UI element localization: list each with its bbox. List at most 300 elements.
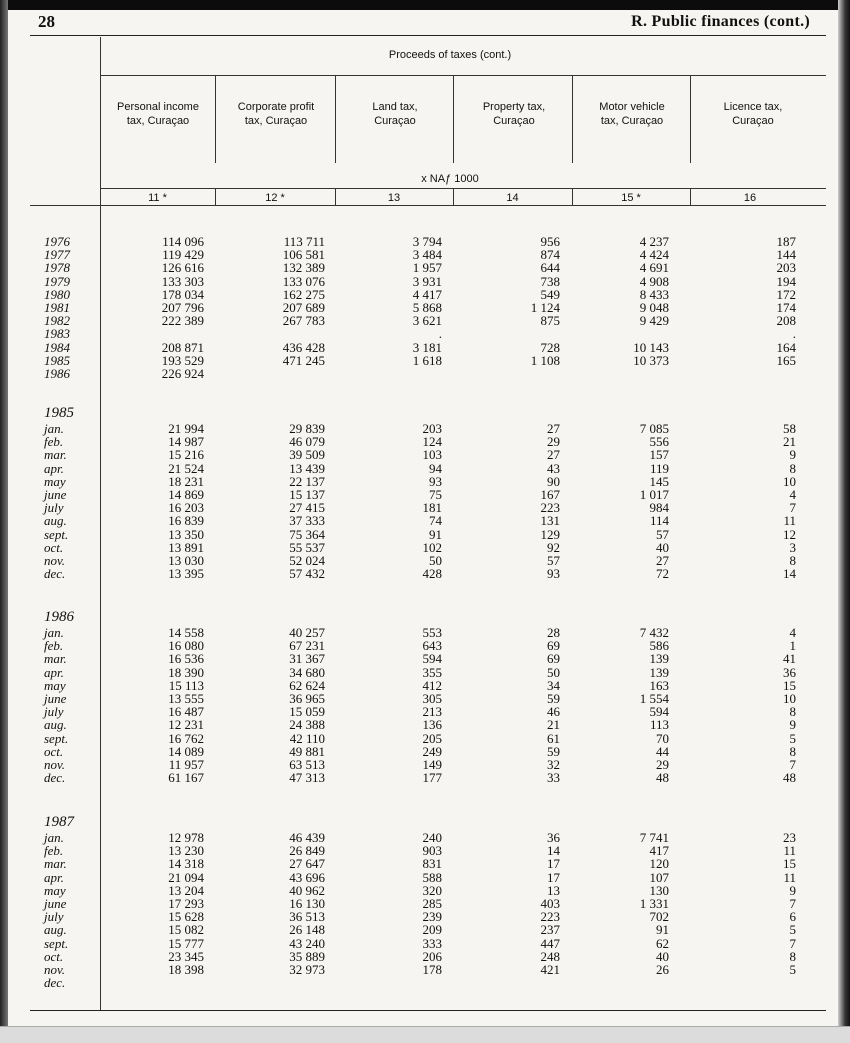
cell-value: 48 xyxy=(783,770,796,786)
table-row xyxy=(0,745,850,758)
cell-value: 52 024 xyxy=(289,553,325,568)
cell-value: 58 xyxy=(783,421,796,436)
superheader-rule xyxy=(100,75,826,76)
row-label: jan. xyxy=(44,421,64,436)
cell-value: 13 xyxy=(547,882,560,898)
cell-value: 114 xyxy=(649,513,669,529)
cell-value: 1 xyxy=(789,638,796,654)
cell-value: 10 xyxy=(783,691,796,706)
cell-value: 174 xyxy=(776,300,796,315)
cell-value: 178 034 xyxy=(161,286,204,302)
cell-value: 36 xyxy=(783,664,796,680)
cell-value: 132 389 xyxy=(282,260,325,276)
cell-value: 13 350 xyxy=(168,526,204,542)
cell-value: 136 xyxy=(422,717,442,733)
cell-value: 40 962 xyxy=(289,882,325,898)
cell-value: 7 432 xyxy=(639,625,669,640)
unit-rule xyxy=(100,188,826,189)
cell-value: 8 433 xyxy=(639,286,669,302)
row-label: sept. xyxy=(44,730,69,746)
cell-value: 139 xyxy=(649,664,669,680)
cell-value: 15 082 xyxy=(168,922,204,938)
cell-value: 103 xyxy=(422,447,442,463)
cell-value: 27 xyxy=(656,553,669,568)
table-row xyxy=(0,448,850,461)
cell-value: 57 xyxy=(547,553,560,568)
cell-value: 36 xyxy=(547,830,560,845)
cell-value: 26 xyxy=(656,962,669,977)
cell-value: 594 xyxy=(422,651,442,667)
cell-value: 267 783 xyxy=(282,313,325,329)
cell-value: 29 839 xyxy=(289,421,325,436)
cell-value: 70 xyxy=(656,730,669,746)
cell-value: 471 245 xyxy=(282,352,325,368)
cell-value: 32 xyxy=(547,757,560,772)
cell-value: 69 xyxy=(547,638,560,654)
col-number-14: 14 xyxy=(506,192,519,204)
cell-value: 46 xyxy=(547,704,560,720)
cell-value: 984 xyxy=(649,500,669,516)
cell-value: 549 xyxy=(540,286,560,302)
cell-value: 15 777 xyxy=(168,935,204,951)
cell-value: 133 303 xyxy=(161,273,204,289)
cell-value: 61 xyxy=(547,730,560,746)
cell-value: 26 849 xyxy=(289,843,325,859)
scan-bottom-edge xyxy=(0,1026,850,1043)
cell-value: 5 xyxy=(789,730,796,746)
cell-value: 240 xyxy=(422,830,442,845)
row-label: sept. xyxy=(44,935,69,951)
cell-value: 22 137 xyxy=(289,473,325,489)
cell-value: 3 621 xyxy=(412,313,442,329)
cell-value: 588 xyxy=(422,869,442,885)
table-row xyxy=(0,652,850,665)
row-label: aug. xyxy=(44,513,67,529)
cell-value: 187 xyxy=(776,234,796,249)
cell-value: 8 xyxy=(789,704,796,720)
cell-value: 46 439 xyxy=(289,830,325,845)
row-label: oct. xyxy=(44,743,64,759)
col-header-licence-tax: Licence tax, Curaçao xyxy=(723,101,783,127)
cell-value: 248 xyxy=(540,948,560,964)
col-divider-2 xyxy=(335,75,336,163)
cell-value: 18 390 xyxy=(168,664,204,680)
cell-value: 41 xyxy=(783,651,796,667)
col-header-land-tax: Land tax, Curaçao xyxy=(372,101,418,127)
table-top-rule xyxy=(30,35,826,36)
cell-value: 1 957 xyxy=(412,260,442,276)
cell-value: 23 345 xyxy=(168,948,204,964)
cell-value: 55 537 xyxy=(289,539,325,555)
row-label: nov. xyxy=(44,757,66,772)
cell-value: 9 xyxy=(789,882,796,898)
cell-value: 15 137 xyxy=(289,487,325,502)
cell-value: 436 428 xyxy=(282,339,325,355)
cell-value: 72 xyxy=(656,566,669,582)
cell-value: 124 xyxy=(422,434,442,450)
col-number-12: 12 * xyxy=(265,192,285,204)
cell-value: 875 xyxy=(540,313,560,329)
row-label: 1980 xyxy=(44,286,70,302)
cell-value: 34 680 xyxy=(289,664,325,680)
table-row xyxy=(0,248,850,261)
cell-value: 26 148 xyxy=(289,922,325,938)
cell-value: 1 554 xyxy=(639,691,669,706)
cell-value: 129 xyxy=(540,526,560,542)
cell-value: 205 xyxy=(422,730,442,746)
cell-value: 40 xyxy=(656,948,669,964)
cell-value: 15 059 xyxy=(289,704,325,720)
cell-value: 39 509 xyxy=(289,447,325,463)
cell-value: 194 xyxy=(776,273,796,289)
row-label: dec. xyxy=(44,770,66,786)
row-label: sept. xyxy=(44,526,69,542)
cell-value: 1 017 xyxy=(639,487,669,502)
cell-value: 644 xyxy=(540,260,560,276)
cell-value: 8 xyxy=(789,553,796,568)
col-header-personal-income-tax: Personal income tax, Curaçao xyxy=(117,101,199,127)
cell-value: 4 xyxy=(789,625,796,640)
cell-value: 113 xyxy=(649,717,669,733)
cell-value: 9 048 xyxy=(639,300,669,315)
cell-value: 75 xyxy=(429,487,442,502)
row-label: nov. xyxy=(44,553,66,568)
cell-value: 333 xyxy=(422,935,442,951)
cell-value: 12 978 xyxy=(168,830,204,845)
col-header-motor-vehicle-tax: Motor vehicle tax, Curaçao xyxy=(599,101,665,127)
table-row xyxy=(0,435,850,448)
table-row xyxy=(0,528,850,541)
cell-value: 11 xyxy=(783,513,796,529)
cell-value: 13 439 xyxy=(289,460,325,476)
table-row xyxy=(0,341,850,354)
cell-value: 16 839 xyxy=(168,513,204,529)
table-row xyxy=(0,705,850,718)
row-label: apr. xyxy=(44,664,64,680)
cell-value: 28 xyxy=(547,625,560,640)
cell-value: 107 xyxy=(649,869,669,885)
cell-value: 12 xyxy=(783,526,796,542)
cell-value: 91 xyxy=(656,922,669,938)
table-bottom-rule xyxy=(30,1010,826,1011)
table-row xyxy=(0,288,850,301)
cell-value: 93 xyxy=(429,473,442,489)
cell-value: 23 xyxy=(783,830,796,845)
cell-value: 223 xyxy=(540,909,560,925)
cell-value: 27 647 xyxy=(289,856,325,872)
cell-value: 172 xyxy=(776,286,796,302)
cell-value: 17 xyxy=(547,856,560,872)
year-group-heading: 1985 xyxy=(44,405,74,421)
cell-value: 42 110 xyxy=(289,730,325,746)
cell-value: 24 388 xyxy=(289,717,325,733)
row-label: may xyxy=(44,677,66,693)
cell-value: 222 389 xyxy=(161,313,204,329)
cell-value: 11 xyxy=(783,843,796,859)
cell-value: 15 xyxy=(783,856,796,872)
cell-value: 16 487 xyxy=(168,704,204,720)
cell-value: 47 313 xyxy=(289,770,325,786)
cell-value: 203 xyxy=(422,421,442,436)
cell-value: 36 513 xyxy=(289,909,325,925)
cell-value: 149 xyxy=(422,757,442,772)
col-number-11: 11 * xyxy=(148,192,167,204)
table-row xyxy=(0,639,850,652)
cell-value: 17 293 xyxy=(168,896,204,911)
cell-value: 43 696 xyxy=(289,869,325,885)
cell-value: 594 xyxy=(649,704,669,720)
cell-value: 1 124 xyxy=(530,300,560,315)
cell-value: 3 931 xyxy=(412,273,442,289)
cell-value: 3 xyxy=(789,539,796,555)
row-label: mar. xyxy=(44,856,67,872)
cell-value: 16 080 xyxy=(168,638,204,654)
row-label: june xyxy=(44,487,67,502)
super-header: Proceeds of taxes (cont.) xyxy=(388,49,512,61)
cell-value: 133 076 xyxy=(282,273,325,289)
cell-value: 956 xyxy=(540,234,560,249)
cell-value: 5 xyxy=(789,962,796,977)
cell-value: 13 230 xyxy=(168,843,204,859)
row-label: jan. xyxy=(44,830,64,845)
cell-value: 57 432 xyxy=(289,566,325,582)
cell-value: 18 231 xyxy=(168,473,204,489)
row-label: feb. xyxy=(44,843,64,859)
cell-value: 14 987 xyxy=(168,434,204,450)
row-label: 1982 xyxy=(44,313,70,329)
row-label: june xyxy=(44,896,67,911)
row-label: dec. xyxy=(44,566,66,582)
cell-value: 167 xyxy=(540,487,560,502)
cell-value: 16 536 xyxy=(168,651,204,667)
cell-value: 59 xyxy=(547,691,560,706)
table-row xyxy=(0,718,850,731)
cell-value: 50 xyxy=(547,664,560,680)
col-number-16: 16 xyxy=(743,192,757,204)
cell-value: 126 616 xyxy=(161,260,204,276)
row-label: mar. xyxy=(44,447,67,463)
cell-value: 145 xyxy=(649,473,669,489)
cell-value: 62 624 xyxy=(289,677,325,693)
table-row xyxy=(0,910,850,923)
cell-value: 75 364 xyxy=(289,526,325,542)
cell-value: 4 417 xyxy=(412,286,442,302)
cell-value: 61 167 xyxy=(168,770,204,786)
cell-value: 3 484 xyxy=(412,247,442,263)
cell-value: 447 xyxy=(540,935,560,951)
cell-value: 144 xyxy=(776,247,796,263)
cell-value: 120 xyxy=(649,856,669,872)
row-label: 1977 xyxy=(44,247,70,263)
cell-value: 57 xyxy=(656,526,669,542)
cell-value: 18 398 xyxy=(168,962,204,977)
table-row xyxy=(0,857,850,870)
cell-value: 14 318 xyxy=(168,856,204,872)
row-label: july xyxy=(44,909,64,925)
cell-value: 165 xyxy=(776,352,796,368)
cell-value: 35 889 xyxy=(289,948,325,964)
cell-value: 94 xyxy=(429,460,442,476)
table-row xyxy=(0,501,850,514)
cell-value: 21 994 xyxy=(168,421,204,436)
row-label: july xyxy=(44,704,64,720)
cell-value: 29 xyxy=(547,434,560,450)
cell-value: 7 741 xyxy=(639,830,669,845)
col-number-15: 15 * xyxy=(621,192,641,204)
table-row xyxy=(0,367,850,380)
cell-value: 177 xyxy=(422,770,442,786)
cell-value: 92 xyxy=(547,539,560,555)
cell-value: 59 xyxy=(547,743,560,759)
row-label: jan. xyxy=(44,625,64,640)
row-label: 1978 xyxy=(44,260,70,276)
row-label: may xyxy=(44,473,66,489)
cell-value: 27 xyxy=(547,447,560,463)
cell-value: 14 xyxy=(547,843,560,859)
row-label: apr. xyxy=(44,460,64,476)
cell-value: 119 xyxy=(649,460,669,476)
cell-value: 27 415 xyxy=(289,500,325,516)
table-row xyxy=(0,871,850,884)
cell-value: 831 xyxy=(422,856,442,872)
col-divider-3 xyxy=(453,75,454,163)
table-row xyxy=(0,937,850,950)
cell-value: 106 581 xyxy=(282,247,325,263)
cell-value: 8 xyxy=(789,460,796,476)
cell-value: 12 231 xyxy=(168,717,204,733)
header-bottom-rule xyxy=(30,205,826,206)
cell-value: 40 257 xyxy=(289,625,325,640)
cell-value: 207 796 xyxy=(161,300,204,315)
cell-value: 67 231 xyxy=(289,638,325,654)
cell-value: 1 618 xyxy=(412,352,442,368)
page-number: 28 xyxy=(38,12,55,31)
cell-value: 4 xyxy=(789,487,796,502)
cell-value: 206 xyxy=(422,948,442,964)
cell-value: 5 868 xyxy=(412,300,442,315)
table-row xyxy=(0,514,850,527)
cell-value: 421 xyxy=(540,962,560,977)
table-row xyxy=(0,771,850,784)
cell-value: 305 xyxy=(422,691,442,706)
cell-value: 7 085 xyxy=(639,421,669,436)
cell-value: 586 xyxy=(649,638,669,654)
cell-value: 44 xyxy=(656,743,669,759)
cell-value: 13 555 xyxy=(168,691,204,706)
row-label: june xyxy=(44,691,67,706)
cell-value: 237 xyxy=(540,922,560,938)
table-row xyxy=(0,541,850,554)
cell-value: 213 xyxy=(422,704,442,720)
cell-value: 5 xyxy=(789,922,796,938)
cell-value: 223 xyxy=(540,500,560,516)
cell-value: 320 xyxy=(422,882,442,898)
year-group-heading: 1987 xyxy=(44,814,74,830)
cell-value: 14 869 xyxy=(168,487,204,502)
cell-value: 131 xyxy=(540,513,560,529)
cell-value: 9 xyxy=(789,447,796,463)
row-label: 1984 xyxy=(44,339,70,355)
cell-value: 157 xyxy=(649,447,669,463)
cell-value: 728 xyxy=(540,339,560,355)
scan-top-edge xyxy=(0,0,850,10)
cell-value: 10 373 xyxy=(633,352,669,368)
table-row xyxy=(0,475,850,488)
cell-value: 21 524 xyxy=(168,460,204,476)
cell-value: 163 xyxy=(649,677,669,693)
cell-value: 21 xyxy=(547,717,560,733)
cell-value: 21 xyxy=(783,434,796,450)
cell-value: 203 xyxy=(776,260,796,276)
cell-value: 355 xyxy=(422,664,442,680)
cell-value: 903 xyxy=(422,843,442,859)
table-row xyxy=(0,963,850,976)
cell-value: 1 108 xyxy=(530,352,560,368)
table-row xyxy=(0,923,850,936)
cell-value: 7 xyxy=(789,896,796,911)
cell-value: 4 908 xyxy=(639,273,669,289)
col-number-13: 13 xyxy=(387,192,401,204)
cell-value: 17 xyxy=(547,869,560,885)
table-row xyxy=(0,732,850,745)
row-label: nov. xyxy=(44,962,66,977)
col-header-property-tax: Property tax, Curaçao xyxy=(482,101,546,127)
cell-value: 738 xyxy=(540,273,560,289)
table-row xyxy=(0,950,850,963)
cell-value: 11 xyxy=(783,869,796,885)
row-label: dec. xyxy=(44,975,66,991)
cell-value: 48 xyxy=(656,770,669,786)
row-label: mar. xyxy=(44,651,67,667)
cell-value: 90 xyxy=(547,473,560,489)
table-row xyxy=(0,314,850,327)
row-label: july xyxy=(44,500,64,516)
table-row xyxy=(0,844,850,857)
cell-value: 8 xyxy=(789,743,796,759)
cell-value: 178 xyxy=(422,962,442,977)
cell-value: 16 762 xyxy=(168,730,204,746)
cell-value: 162 275 xyxy=(282,286,325,302)
row-label: oct. xyxy=(44,948,64,964)
cell-value: 9 429 xyxy=(639,313,669,329)
cell-value: 16 130 xyxy=(289,896,325,911)
row-label: feb. xyxy=(44,638,64,654)
cell-value: 249 xyxy=(422,743,442,759)
unit-label: x NAƒ 1000 xyxy=(421,173,479,185)
year-group-heading: 1986 xyxy=(44,609,74,625)
cell-value: 14 089 xyxy=(168,743,204,759)
cell-value: 27 xyxy=(547,421,560,436)
row-label: aug. xyxy=(44,922,67,938)
cell-value: 119 429 xyxy=(162,247,204,263)
cell-value: 15 628 xyxy=(168,909,204,925)
cell-value: 21 094 xyxy=(168,869,204,885)
cell-value: 91 xyxy=(429,526,442,542)
cell-value: 553 xyxy=(422,625,442,640)
cell-value: 226 924 xyxy=(161,366,204,381)
col-divider-5 xyxy=(690,75,691,163)
table-row xyxy=(0,462,850,475)
cell-value: 93 xyxy=(547,566,560,582)
cell-value: 102 xyxy=(422,539,442,555)
cell-value: 43 xyxy=(547,460,560,476)
cell-value: 33 xyxy=(547,770,560,786)
cell-value: 10 143 xyxy=(633,339,669,355)
table-row xyxy=(0,354,850,367)
cell-value: . xyxy=(438,326,442,342)
cell-value: 8 xyxy=(789,948,796,964)
cell-value: 13 891 xyxy=(168,539,204,555)
